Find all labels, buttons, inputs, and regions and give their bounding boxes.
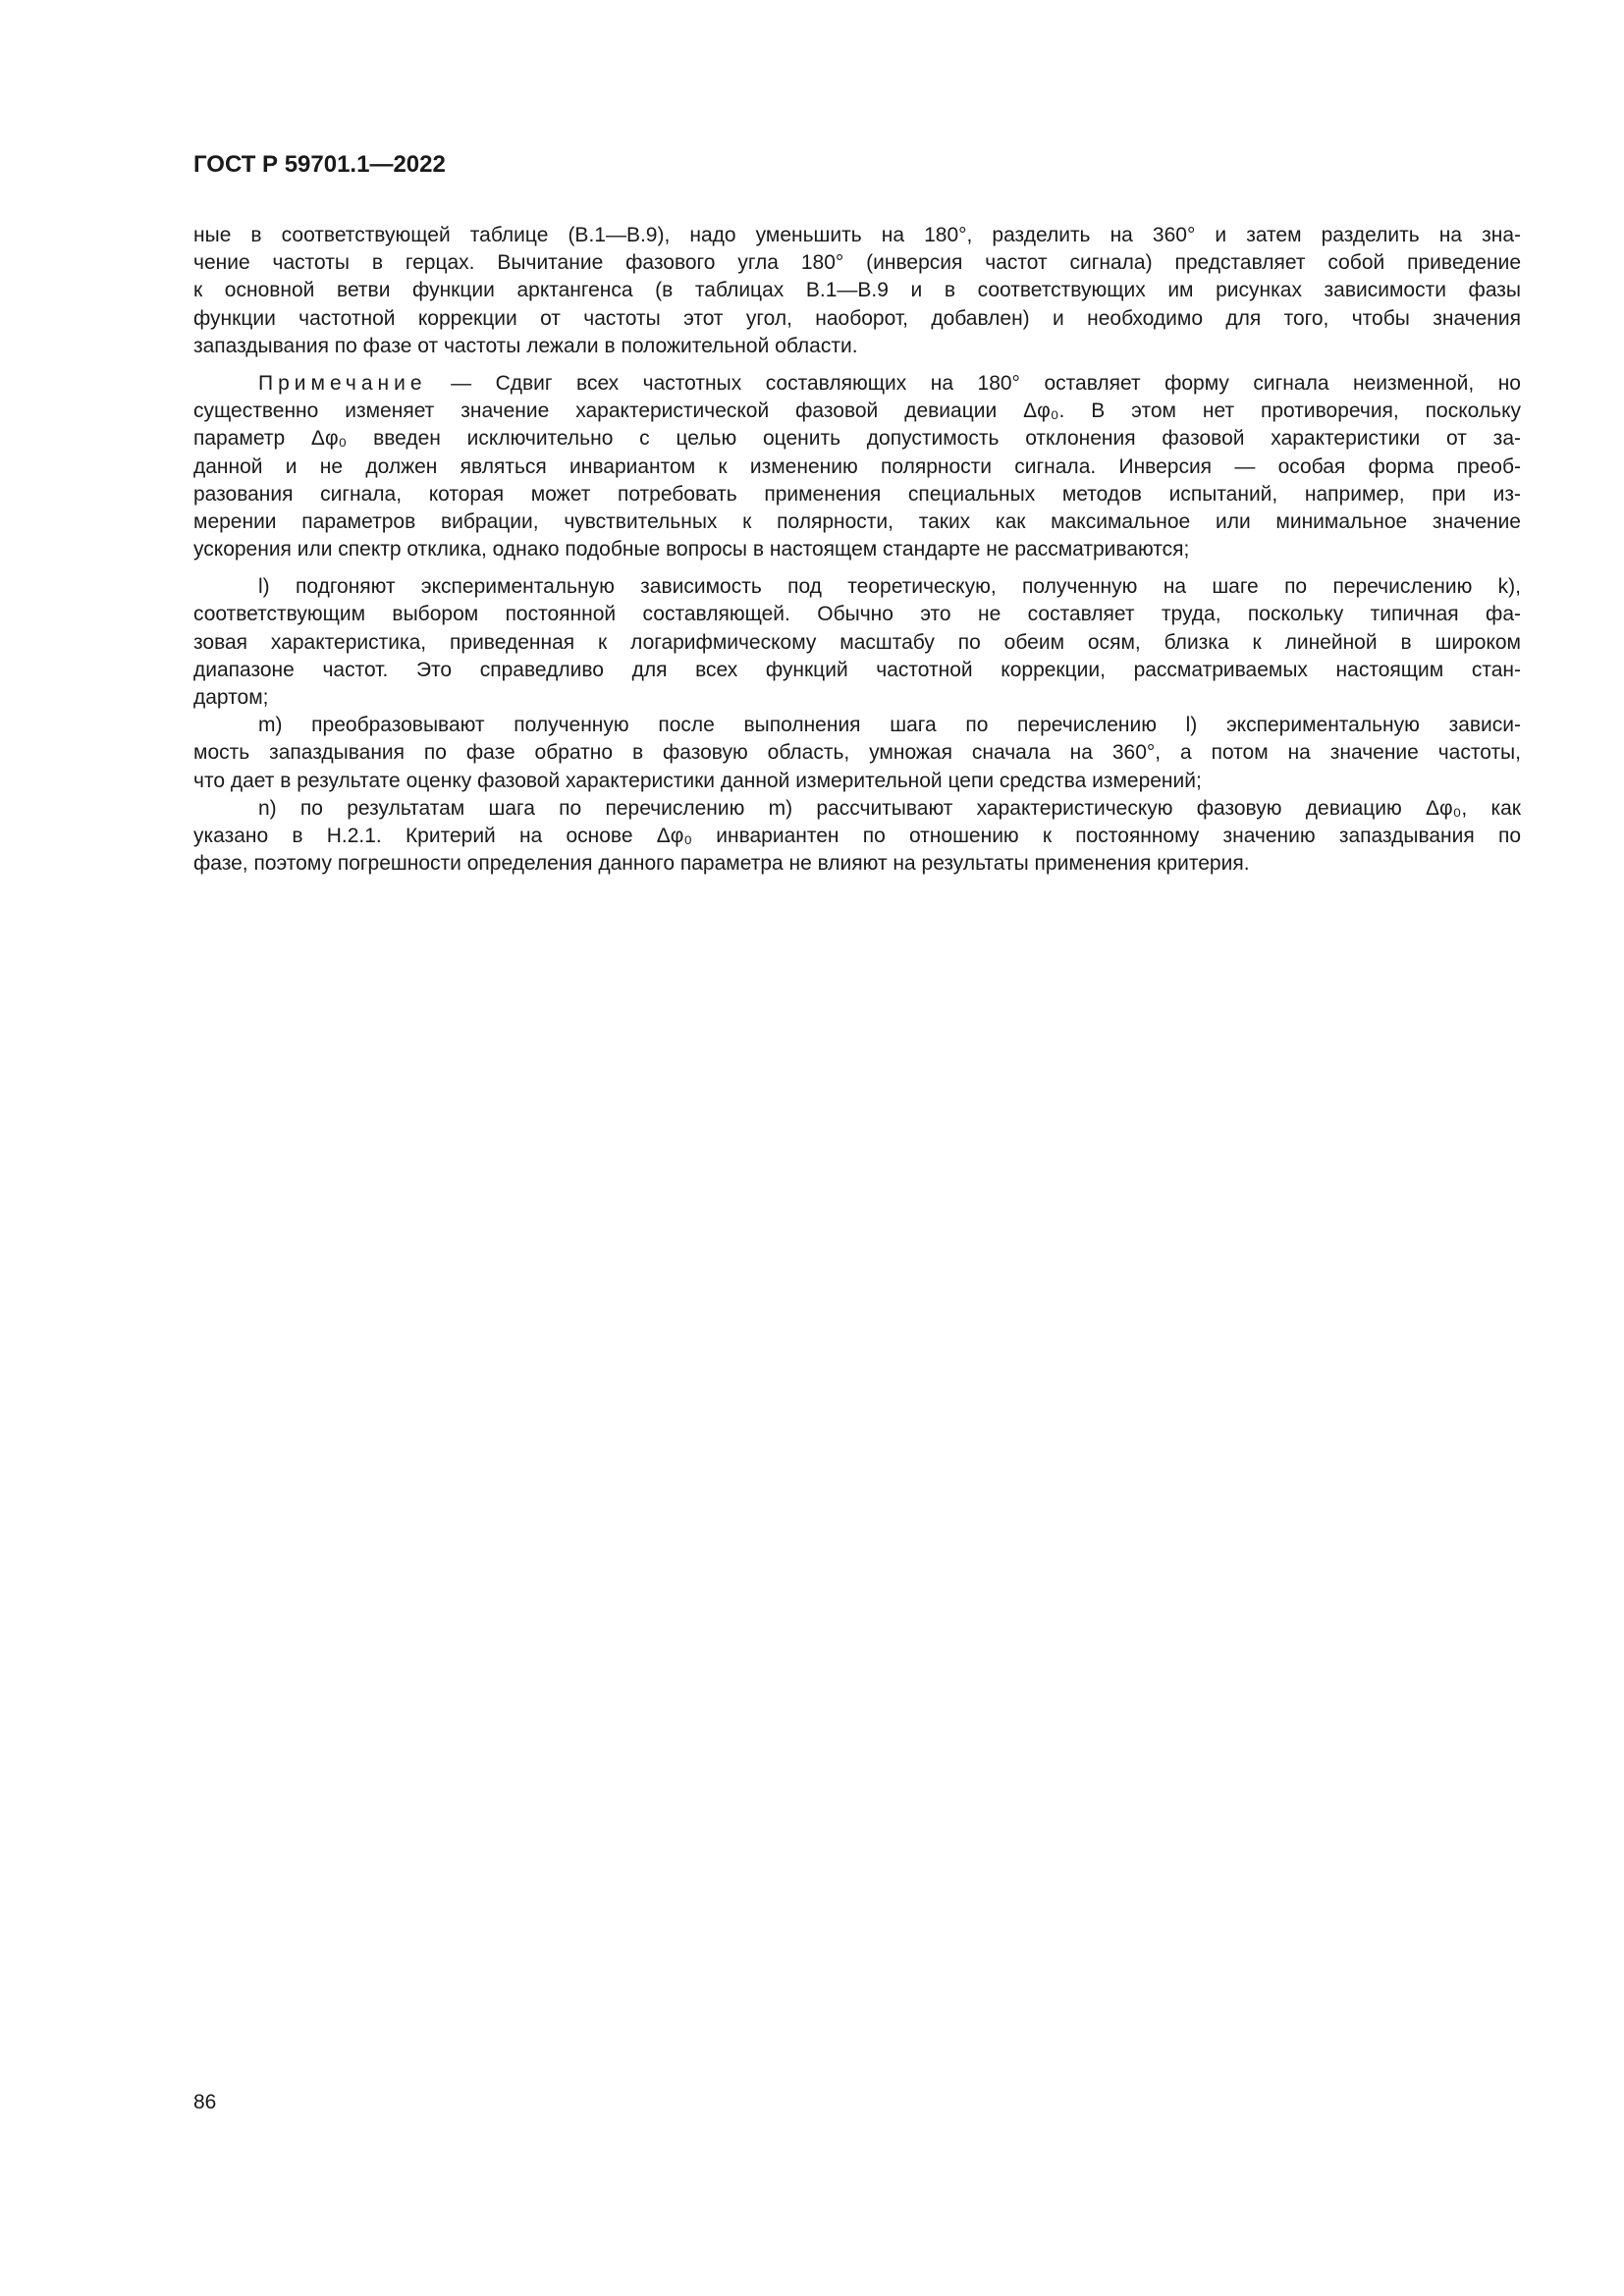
list-item-l: [193, 573, 1521, 712]
text-line: параметр Δφ₀ введен исключительно с целью оценить допустимость отклонения фазовой характеристики от за-: [193, 427, 1521, 451]
text-line: фазе, поэтому погрешности определения данного параметра не влияют на результаты применения критерия.: [193, 852, 1250, 876]
list-item-m: [193, 712, 1521, 795]
note-label: Примечание: [258, 371, 427, 395]
note-text: — Сдвиг всех частотных составляющих на 180° оставляет форму сигнала неизменной, но: [426, 371, 1521, 395]
text-line: разования сигнала, которая может потребовать применения специальных методов испытаний, например, при из-: [193, 482, 1521, 506]
text-line: данной и не должен являться инвариантом к изменению полярности сигнала. Инверсия — особая форма преоб-: [193, 454, 1521, 478]
text-line: диапазоне частот. Это справедливо для всех функций частотной коррекции, рассматриваемых настоящим стан-: [193, 658, 1521, 681]
text-line: m) преобразовывают полученную после выполнения шага по перечислению l) экспериментальную зависи-: [258, 714, 1521, 737]
text-line: l) подгоняют экспериментальную зависимость под теоретическую, полученную на шаге по перечислению k),: [258, 575, 1521, 599]
text-line: [193, 370, 1521, 398]
text-line: дартом;: [193, 686, 269, 709]
page-number: 86: [193, 2091, 217, 2113]
document-header: ГОСТ Р 59701.1—2022: [193, 151, 446, 178]
list-item-n: [193, 795, 1521, 879]
text-line: чение частоты в герцах. Вычитание фазового угла 180° (инверсия частот сигнала) представляет собой приведение: [193, 251, 1521, 275]
text-line: существенно изменяет значение характеристической фазовой девиации Δφ₀. В этом нет противоречия, поскольку: [193, 400, 1521, 423]
text-line: мость запаздывания по фазе обратно в фазовую область, умножая сначала на 360°, а потом на значение частоты,: [193, 741, 1521, 765]
text-line: ускорения или спектр отклика, однако подобные вопросы в настоящем стандарте не рассматриваются;: [193, 538, 1190, 561]
document-body: [193, 222, 1521, 878]
text-line: мерении параметров вибрации, чувствительных к полярности, таких как максимальное или минимальное значение: [193, 509, 1521, 533]
text-line: указано в Н.2.1. Критерий на основе Δφ₀ инвариантен по отношению к постоянному значению запаздывания по: [193, 824, 1521, 847]
text-line: соответствующим выбором постоянной составляющей. Обычно это не составляет труда, поскольку типичная фа-: [193, 603, 1521, 626]
text-line: ные в соответствующей таблице (В.1—В.9), надо уменьшить на 180°, разделить на 360° и затем разделить на зна-: [193, 224, 1521, 246]
text-line: запаздывания по фазе от частоты лежали в положительной области.: [193, 334, 858, 357]
text-line: к основной ветви функции арктангенса (в таблицах В.1—В.9 и в соответствующих им рисунках зависимости фазы: [193, 279, 1521, 302]
note: [193, 370, 1521, 563]
text-line: что дает в результате оценку фазовой характеристики данной измерительной цепи средства измерений;: [193, 769, 1202, 792]
text-line: n) по результатам шага по перечислению m) рассчитывают характеристическую фазовую девиацию Δφ₀, как: [258, 796, 1521, 820]
text-line: функции частотной коррекции от частоты этот угол, наоборот, добавлен) и необходимо для того, чтобы значения: [193, 306, 1521, 330]
paragraph: [193, 222, 1521, 360]
text-line: зовая характеристика, приведенная к логарифмическому масштабу по обеим осям, близка к линейной в широком: [193, 630, 1521, 654]
